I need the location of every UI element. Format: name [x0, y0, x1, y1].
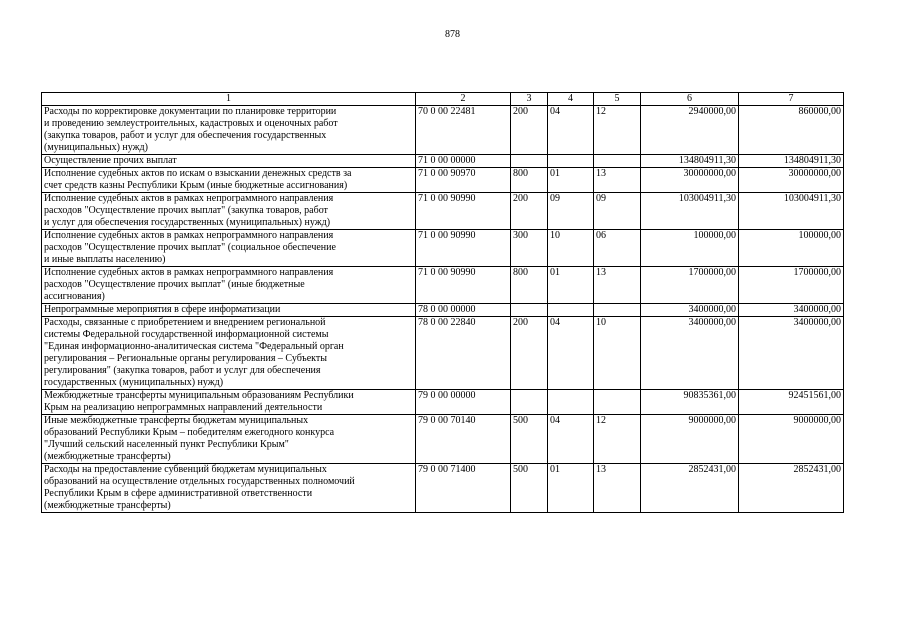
table-row	[42, 267, 844, 304]
row-name-cell: Иные межбюджетные трансферты бюджетам муниципальных образований Республики Крым – победителям ежегодного конкурса "Лучший сельский населенный пункт Республики Крым" (межбюджетные трансферты)	[42, 415, 416, 464]
row-name-cell: Расходы по корректировке документации по планировке территории и проведению землеустроительных, кадастровых и оценочных работ (закупка товаров, работ и услуг для обеспечения государственных (муниципальных) нужд)	[42, 106, 416, 155]
target-article-cell: 71 0 00 90990	[416, 267, 511, 304]
amount-year2-cell: 2852431,00	[739, 464, 844, 513]
target-article-cell: 78 0 00 00000	[416, 304, 511, 317]
expense-type-cell	[511, 304, 548, 317]
target-article-cell: 78 0 00 22840	[416, 317, 511, 390]
header-cell: 2	[416, 93, 511, 106]
amount-year2-cell: 134804911,30	[739, 155, 844, 168]
amount-year2-cell: 103004911,30	[739, 193, 844, 230]
amount-year2-cell: 3400000,00	[739, 304, 844, 317]
expense-type-cell: 500	[511, 464, 548, 513]
header-cell: 7	[739, 93, 844, 106]
header-cell: 1	[42, 93, 416, 106]
row-name-cell: Осуществление прочих выплат	[42, 155, 416, 168]
amount-year2-cell: 30000000,00	[739, 168, 844, 193]
section-cell: 09	[548, 193, 594, 230]
target-article-cell: 71 0 00 90990	[416, 193, 511, 230]
amount-year2-cell: 9000000,00	[739, 415, 844, 464]
target-article-cell: 71 0 00 90990	[416, 230, 511, 267]
expense-type-cell	[511, 390, 548, 415]
amount-year2-cell: 1700000,00	[739, 267, 844, 304]
table-row	[42, 317, 844, 390]
table-row	[42, 464, 844, 513]
row-name-cell: Расходы, связанные с приобретением и внедрением региональной системы Федеральной государственной информационной системы "Единая информационно-аналитическая система "Федеральный орган регулирования – Региональные органы регулирования – Субъекты регулирования" (закупка товаров, работ и услуг для обеспечения государственных (муниципальных) нужд)	[42, 317, 416, 390]
amount-year1-cell: 2852431,00	[641, 464, 739, 513]
section-cell	[548, 155, 594, 168]
subsection-cell	[594, 304, 641, 317]
subsection-cell: 12	[594, 415, 641, 464]
target-article-cell: 79 0 00 70140	[416, 415, 511, 464]
table-row	[42, 415, 844, 464]
amount-year1-cell: 103004911,30	[641, 193, 739, 230]
amount-year2-cell: 860000,00	[739, 106, 844, 155]
table-row	[42, 193, 844, 230]
header-cell: 4	[548, 93, 594, 106]
expense-type-cell: 300	[511, 230, 548, 267]
section-cell: 04	[548, 415, 594, 464]
amount-year1-cell: 90835361,00	[641, 390, 739, 415]
section-cell: 04	[548, 317, 594, 390]
table-row	[42, 168, 844, 193]
section-cell: 01	[548, 168, 594, 193]
expense-type-cell: 800	[511, 168, 548, 193]
amount-year2-cell: 92451561,00	[739, 390, 844, 415]
row-name-cell: Исполнение судебных актов в рамках непрограммного направления расходов "Осуществление прочих выплат" (закупка товаров, работ и услуг для обеспечения государственных (муниципальных) нужд)	[42, 193, 416, 230]
amount-year2-cell: 100000,00	[739, 230, 844, 267]
table-row	[42, 390, 844, 415]
header-cell: 3	[511, 93, 548, 106]
section-cell: 01	[548, 267, 594, 304]
expense-type-cell: 800	[511, 267, 548, 304]
subsection-cell: 13	[594, 267, 641, 304]
table-row	[42, 106, 844, 155]
table-row	[42, 230, 844, 267]
amount-year1-cell: 2940000,00	[641, 106, 739, 155]
expense-type-cell: 200	[511, 317, 548, 390]
section-cell: 10	[548, 230, 594, 267]
target-article-cell: 70 0 00 22481	[416, 106, 511, 155]
amount-year1-cell: 100000,00	[641, 230, 739, 267]
expense-type-cell	[511, 155, 548, 168]
amount-year1-cell: 9000000,00	[641, 415, 739, 464]
table-row	[42, 304, 844, 317]
row-name-cell: Расходы на предоставление субвенций бюджетам муниципальных образований на осуществление отдельных государственных полномочий Республики Крым в сфере административной ответственности (межбюджетные трансферты)	[42, 464, 416, 513]
target-article-cell: 79 0 00 00000	[416, 390, 511, 415]
target-article-cell: 71 0 00 00000	[416, 155, 511, 168]
page-number: 878	[445, 29, 460, 40]
subsection-cell: 13	[594, 464, 641, 513]
section-cell	[548, 390, 594, 415]
amount-year1-cell: 30000000,00	[641, 168, 739, 193]
subsection-cell	[594, 155, 641, 168]
expense-type-cell: 200	[511, 193, 548, 230]
section-cell: 01	[548, 464, 594, 513]
header-cell: 6	[641, 93, 739, 106]
row-name-cell: Исполнение судебных актов в рамках непрограммного направления расходов "Осуществление прочих выплат" (социальное обеспечение и иные выплаты населению)	[42, 230, 416, 267]
subsection-cell: 12	[594, 106, 641, 155]
row-name-cell: Исполнение судебных актов по искам о взыскании денежных средств за счет средств казны Республики Крым (иные бюджетные ассигнования)	[42, 168, 416, 193]
amount-year1-cell: 1700000,00	[641, 267, 739, 304]
header-row	[42, 93, 844, 106]
expense-type-cell: 500	[511, 415, 548, 464]
row-name-cell: Непрограммные мероприятия в сфере информатизации	[42, 304, 416, 317]
table-row	[42, 155, 844, 168]
subsection-cell: 13	[594, 168, 641, 193]
header-cell: 5	[594, 93, 641, 106]
target-article-cell: 79 0 00 71400	[416, 464, 511, 513]
expense-type-cell: 200	[511, 106, 548, 155]
row-name-cell: Межбюджетные трансферты муниципальным образованиям Республики Крым на реализацию непрограммных направлений деятельности	[42, 390, 416, 415]
budget-table	[41, 92, 844, 513]
section-cell	[548, 304, 594, 317]
amount-year1-cell: 134804911,30	[641, 155, 739, 168]
row-name-cell: Исполнение судебных актов в рамках непрограммного направления расходов "Осуществление прочих выплат" (иные бюджетные ассигнования)	[42, 267, 416, 304]
section-cell: 04	[548, 106, 594, 155]
amount-year1-cell: 3400000,00	[641, 304, 739, 317]
subsection-cell	[594, 390, 641, 415]
amount-year1-cell: 3400000,00	[641, 317, 739, 390]
amount-year2-cell: 3400000,00	[739, 317, 844, 390]
subsection-cell: 09	[594, 193, 641, 230]
subsection-cell: 06	[594, 230, 641, 267]
target-article-cell: 71 0 00 90970	[416, 168, 511, 193]
subsection-cell: 10	[594, 317, 641, 390]
